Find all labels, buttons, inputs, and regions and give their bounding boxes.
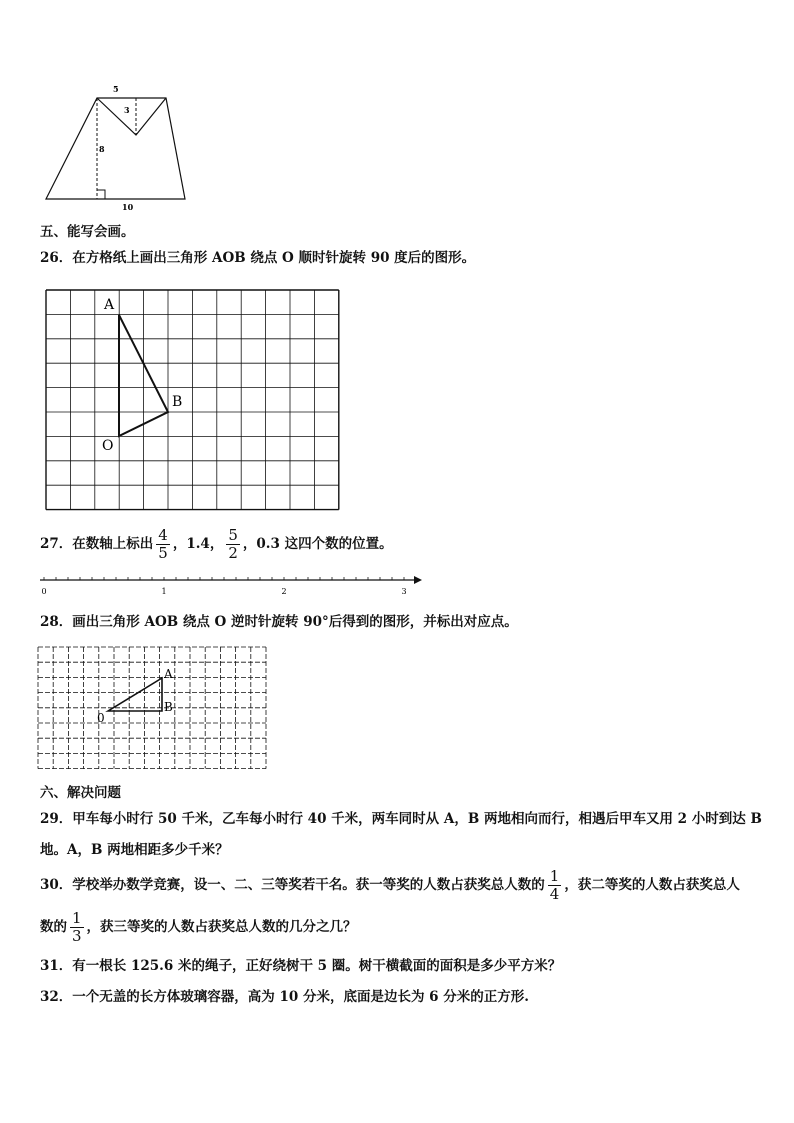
right-angle-mark	[97, 190, 105, 199]
dashed-grid-lines	[38, 647, 266, 769]
question-text: 在方格纸上画出三角形 AOB 绕点 O 顺时针旋转 90 度后的图形。	[72, 250, 476, 266]
fraction-denominator: 2	[228, 544, 238, 562]
question-text-before: 在数轴上标出	[72, 536, 154, 552]
question-number: 29．	[40, 811, 73, 827]
fraction-numerator: 4	[158, 526, 168, 544]
axis-arrow-icon	[414, 576, 422, 584]
question-text-after: ，获二等奖的人数占获奖总人	[564, 877, 740, 893]
question-32	[40, 987, 529, 1007]
fraction-numerator: 1	[72, 909, 82, 927]
axis-tick-label: 3	[401, 587, 407, 596]
fraction-four-fifths	[156, 527, 170, 562]
point-a-label: A	[164, 667, 173, 681]
question-number: 27．	[40, 536, 73, 552]
question-28	[40, 612, 518, 632]
section-6-title: 六、解决问题	[40, 785, 121, 801]
height-label: 8	[99, 144, 105, 154]
trapezoid-figure	[40, 82, 200, 214]
cut-triangle	[97, 98, 166, 135]
fraction-one-third	[70, 910, 84, 945]
point-b-label: B	[164, 700, 173, 714]
question-text-after: ，0.3 这四个数的位置。	[242, 536, 393, 552]
number-line	[36, 568, 426, 600]
fraction-denominator: 5	[158, 544, 168, 562]
axis-tick-label: 0	[41, 587, 47, 596]
triangle-aob	[108, 678, 162, 711]
question-text-before: 数的	[40, 919, 67, 935]
question-text: 甲车每小时行 50 千米，乙车每小时行 40 千米，两车同时从 A，B 两地相向而行，相遇后甲车又用 2 小时到达 B	[72, 811, 762, 827]
point-a-label: A	[104, 297, 115, 313]
question-text-after: ，获三等奖的人数占获奖总人数的几分之几？	[86, 919, 357, 935]
question-31	[40, 956, 561, 976]
trapezoid-outline	[46, 98, 185, 199]
question-text-separator: ，1.4，	[172, 536, 224, 552]
question-27	[40, 527, 393, 562]
section-5-title: 五、能写会画。	[40, 224, 135, 240]
fraction-one-quarter	[548, 868, 562, 903]
triangle-height-label: 3	[124, 105, 130, 115]
question-text: 一个无盖的长方体玻璃容器，高为 10 分米，底面是边长为 6 分米的正方形.	[72, 989, 529, 1005]
fraction-denominator: 3	[72, 927, 82, 945]
fraction-numerator: 5	[228, 526, 238, 544]
question-30-line-2	[40, 910, 357, 945]
question-text: 有一根长 125.6 米的绳子，正好绕树干 5 圈。树干横截面的面积是多少平方米？	[72, 958, 562, 974]
point-b-label: B	[172, 394, 183, 410]
question-26	[40, 248, 475, 268]
grid-lines	[46, 290, 339, 510]
top-length-label: 5	[113, 84, 119, 94]
question-number: 32．	[40, 989, 73, 1005]
question-29-line-1	[40, 809, 762, 829]
question-text-before: 学校举办数学竞赛，设一、二、三等奖若干名。获一等奖的人数占获奖总人数的	[72, 877, 545, 893]
axis-tick-label: 1	[161, 587, 167, 596]
question-number: 30．	[40, 877, 73, 893]
bottom-length-label: 10	[122, 202, 134, 212]
question-number: 31．	[40, 958, 73, 974]
question-number: 26．	[40, 250, 73, 266]
point-o-label: 0	[97, 711, 105, 725]
question-number: 28．	[40, 614, 73, 630]
axis-tick-label: 2	[281, 587, 287, 596]
q26-grid-figure	[40, 285, 344, 515]
question-29-line-2: 地。A，B 两地相距多少千米？	[40, 842, 229, 858]
question-text: 画出三角形 AOB 绕点 O 逆时针旋转 90°后得到的图形，并标出对应点。	[72, 614, 518, 630]
fraction-five-halves	[226, 527, 240, 562]
fraction-numerator: 1	[549, 867, 560, 885]
fraction-denominator: 4	[549, 885, 560, 903]
question-30-line-1	[40, 868, 740, 903]
q28-grid-figure	[36, 645, 270, 777]
point-o-label: O	[102, 438, 114, 454]
